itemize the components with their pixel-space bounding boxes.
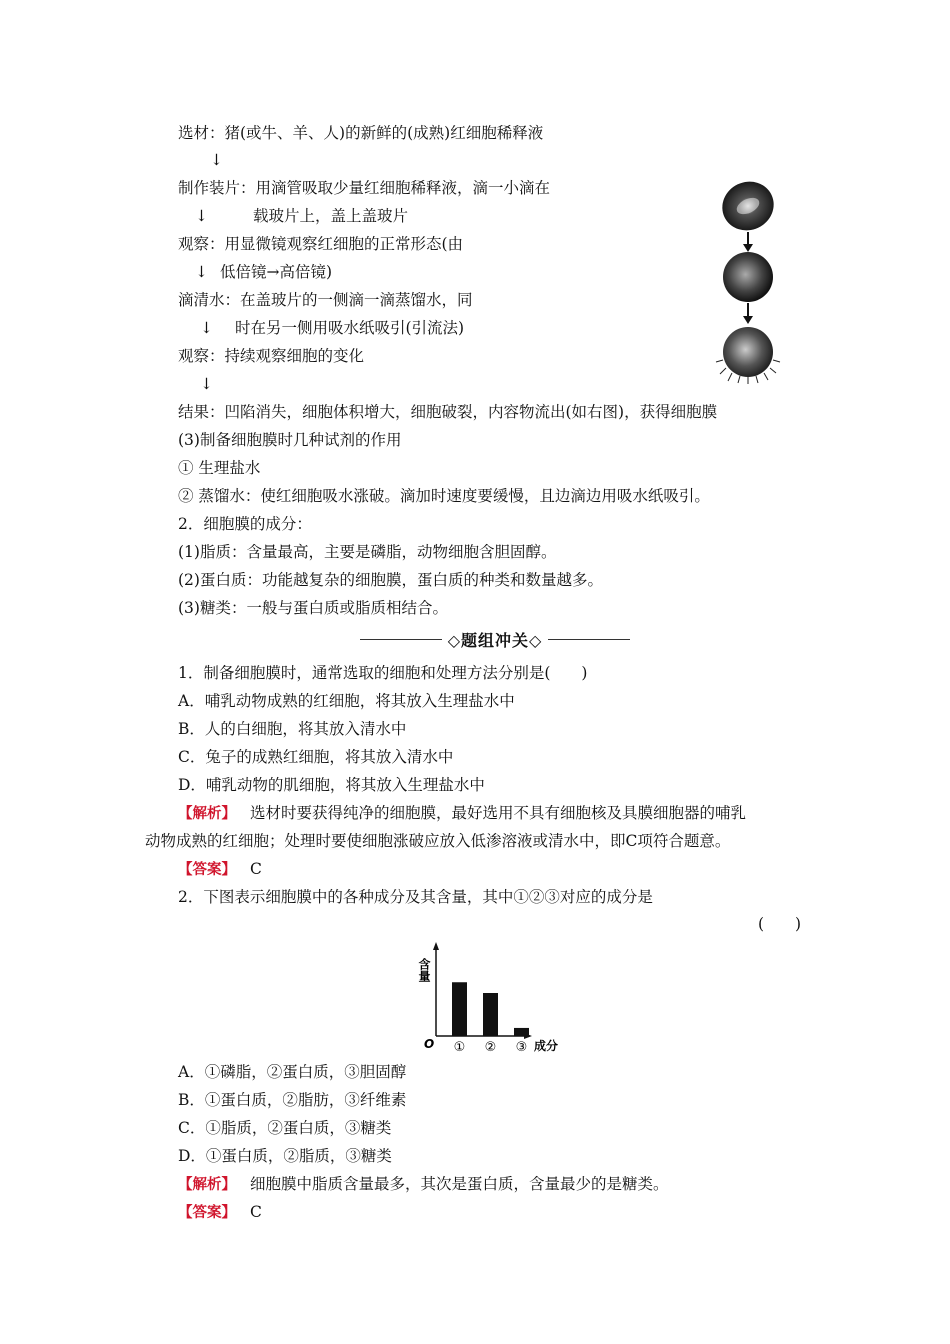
q1-option-d: D．哺乳动物的肌细胞，将其放入生理盐水中 xyxy=(178,776,485,794)
red-cell-illustration xyxy=(712,178,784,384)
composition-item: (3)糖类：一般与蛋白质或脂质相结合。 xyxy=(178,599,448,617)
y-axis-arrow-icon xyxy=(433,942,439,950)
flow-result: 结果：凹陷消失，细胞体积增大，细胞破裂，内容物流出(如右图)，获得细胞膜 xyxy=(178,403,718,421)
swollen-cell-icon xyxy=(723,252,773,302)
ruptured-cell-icon xyxy=(716,327,780,384)
q2-analysis-line xyxy=(178,1174,669,1195)
flow-step-4-cont: 时在另一侧用吸水纸吸引(引流法) xyxy=(235,319,465,337)
answer-tag: 【答案】 xyxy=(178,1205,236,1221)
origin-label: O xyxy=(424,1037,435,1051)
flow-step-3: 观察：用显微镜观察红细胞的正常形态(由 xyxy=(178,235,464,253)
q2-option-b: B．①蛋白质，②脂肪，③纤维素 xyxy=(178,1091,407,1109)
flow-step-3-cont: 低倍镜→高倍镜) xyxy=(220,263,333,281)
flow-step-4: 滴清水：在盖玻片的一侧滴一滴蒸馏水，同 xyxy=(178,291,473,309)
q2-answer: C xyxy=(250,1203,262,1221)
composition-item: (1)脂质：含量最高，主要是磷脂，动物细胞含胆固醇。 xyxy=(178,543,557,561)
analysis-tag: 【解析】 xyxy=(178,806,236,822)
composition-heading: 2．细胞膜的成分： xyxy=(178,515,312,533)
x-tick-label: ① xyxy=(453,1040,466,1055)
composition-bar-chart xyxy=(417,940,570,1058)
flow-step-2: 制作装片：用滴管吸取少量红细胞稀释液，滴一小滴在 xyxy=(178,179,551,197)
banner-rule xyxy=(360,639,442,640)
q1-analysis-line xyxy=(178,803,746,824)
q2-option-a: A．①磷脂，②蛋白质，③胆固醇 xyxy=(178,1063,407,1081)
q2-paren: ( ) xyxy=(758,915,802,933)
x-axis-label: 成分 xyxy=(534,1039,559,1053)
flow-step-1: 选材：猪(或牛、羊、人)的新鲜的(成熟)红细胞稀释液 xyxy=(178,124,544,142)
banner-rule xyxy=(548,639,630,640)
flow-step-5: 观察：持续观察细胞的变化 xyxy=(178,347,365,365)
analysis-tag: 【解析】 xyxy=(178,1177,236,1193)
flow-step-2-cont: 载玻片上，盖上盖玻片 xyxy=(253,207,409,225)
q1-analysis-text: 选材时要获得纯净的细胞膜，最好选用不具有细胞核及具膜细胞器的哺乳 xyxy=(250,804,747,822)
flow-arrow: ↓ xyxy=(200,375,213,393)
reagent-item: ① 生理盐水 xyxy=(178,459,261,477)
y-axis-label: 含量 xyxy=(417,958,431,982)
composition-item: (2)蛋白质：功能越复杂的细胞膜，蛋白质的种类和数量越多。 xyxy=(178,571,603,589)
q1-answer-line xyxy=(178,859,262,880)
q1-analysis-text-cont: 动物成熟的红细胞；处理时要使细胞涨破应放入低渗溶液或清水中，即C项符合题意。 xyxy=(145,832,731,850)
reagent-heading: (3)制备细胞膜时几种试剂的作用 xyxy=(178,431,402,449)
answer-tag: 【答案】 xyxy=(178,862,236,878)
bar-2 xyxy=(483,993,498,1036)
q1-option-c: C．兔子的成熟红细胞，将其放入清水中 xyxy=(178,748,454,766)
bar-3 xyxy=(514,1028,529,1036)
q1-option-b: B．人的白细胞，将其放入清水中 xyxy=(178,720,407,738)
down-arrow-icon xyxy=(743,303,753,324)
q1-answer: C xyxy=(250,860,262,878)
flow-arrow: ↓ xyxy=(195,263,208,281)
q2-analysis-text: 细胞膜中脂质含量最多，其次是蛋白质，含量最少的是糖类。 xyxy=(250,1175,669,1193)
x-tick-label: ③ xyxy=(515,1040,528,1055)
flow-arrow: ↓ xyxy=(195,207,208,225)
q2-option-d: D．①蛋白质，②脂质，③糖类 xyxy=(178,1147,392,1165)
section-banner xyxy=(360,627,630,651)
q1-option-a: A．哺乳动物成熟的红细胞，将其放入生理盐水中 xyxy=(178,692,515,710)
q2-answer-line xyxy=(178,1202,262,1223)
bar-1 xyxy=(452,982,467,1036)
flow-arrow: ↓ xyxy=(210,151,223,169)
biconcave-cell-icon xyxy=(714,173,781,238)
q2-option-c: C．①脂质，②蛋白质，③糖类 xyxy=(178,1119,392,1137)
reagent-item: ② 蒸馏水：使红细胞吸水涨破。滴加时速度要缓慢，且边滴边用吸水纸吸引。 xyxy=(178,487,710,505)
x-tick-label: ② xyxy=(484,1040,497,1055)
q2-stem: 2．下图表示细胞膜中的各种成分及其含量，其中①②③对应的成分是 xyxy=(178,888,653,906)
flow-arrow: ↓ xyxy=(200,319,213,337)
down-arrow-icon xyxy=(743,232,753,252)
q1-stem: 1．制备细胞膜时，通常选取的细胞和处理方法分别是( ) xyxy=(178,664,588,682)
banner-title: ◇题组冲关◇ xyxy=(447,630,543,650)
